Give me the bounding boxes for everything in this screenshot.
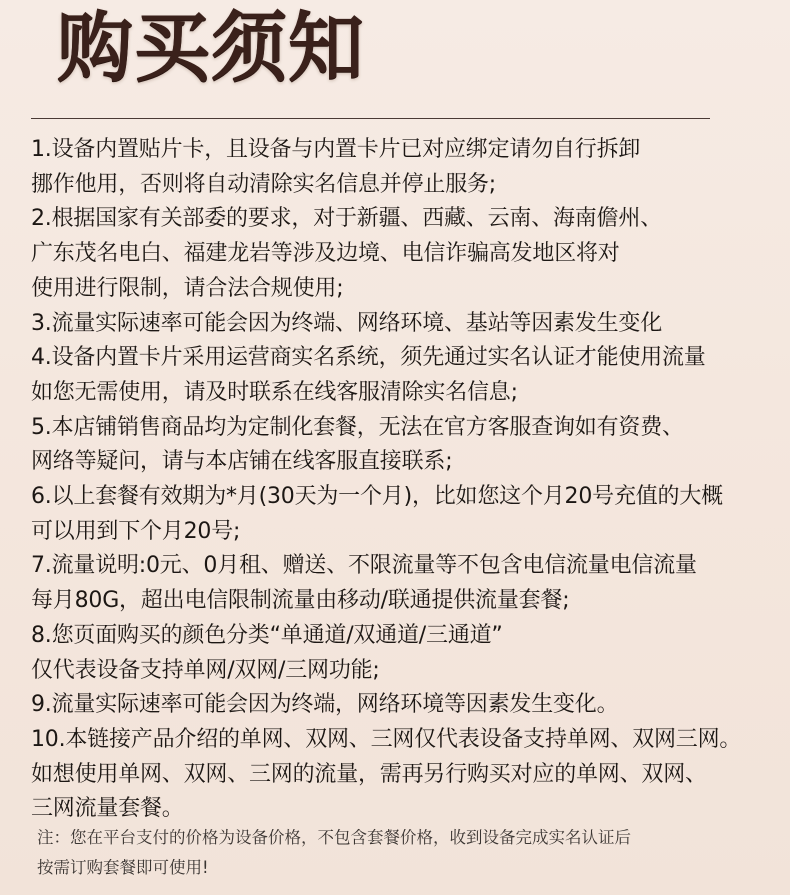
footnote-line: 注：您在平台支付的价格为设备价格，不包含套餐价格，收到设备完成实名认证后 bbox=[37, 828, 631, 847]
title-divider bbox=[31, 118, 710, 119]
terms-line: 4.设备内置卡片采用运营商实名系统，须先通过实名认证才能使用流量 bbox=[31, 345, 706, 371]
terms-line: 如想使用单网、双网、三网的流量，需再另行购买对应的单网、双网、 bbox=[31, 761, 707, 787]
terms-line: 1.设备内置贴片卡，且设备与内置卡片已对应绑定请勿自行拆卸 bbox=[31, 137, 641, 162]
terms-line: 10.本链接产品介绍的单网、双网、三网仅代表设备支持单网、双网三网。 bbox=[31, 726, 742, 752]
terms-line: 三网流量套餐。 bbox=[31, 796, 184, 822]
page-title: 购买须知 bbox=[57, 3, 365, 92]
terms-line: 2.根据国家有关部委的要求，对于新疆、西藏、云南、海南儋州、 bbox=[31, 206, 662, 232]
terms-line: 如您无需使用，请及时联系在线客服清除实名信息; bbox=[31, 379, 518, 405]
footnote bbox=[37, 823, 782, 883]
terms-line: 仅代表设备支持单网/双网/三网功能; bbox=[31, 657, 380, 683]
terms-line: 网络等疑问，请与本店铺在线客服直接联系; bbox=[31, 449, 453, 475]
terms-line: 广东茂名电白、福建龙岩等涉及边境、电信诈骗高发地区将对 bbox=[31, 241, 620, 267]
footnote-line: 按需订购套餐即可使用! bbox=[37, 858, 209, 877]
terms-line: 可以用到下个月20号; bbox=[31, 518, 241, 544]
terms-line: 9.流量实际速率可能会因为终端，网络环境等因素发生变化。 bbox=[31, 692, 619, 718]
terms-line: 3.流量实际速率可能会因为终端、网络环境、基站等因素发生变化 bbox=[31, 310, 662, 336]
terms-line: 使用进行限制，请合法合规使用; bbox=[31, 275, 344, 301]
terms-line: 挪作他用，否则将自动清除实名信息并停止服务; bbox=[31, 171, 497, 197]
terms-line: 每月80G，超出电信限制流量由移动/联通提供流量套餐; bbox=[31, 588, 570, 614]
terms-line: 7.流量说明:0元、0月租、赠送、不限流量等不包含电信流量电信流量 bbox=[31, 553, 697, 579]
terms-line: 8.您页面购买的颜色分类“单通道/双通道/三通道” bbox=[31, 622, 503, 648]
terms-line: 6.以上套餐有效期为*月(30天为一个月)，比如您这个月20号充值的大概 bbox=[31, 484, 723, 510]
terms-line: 5.本店铺销售商品均为定制化套餐，无法在官方客服查询如有资费、 bbox=[31, 414, 684, 440]
terms-list bbox=[31, 133, 786, 827]
